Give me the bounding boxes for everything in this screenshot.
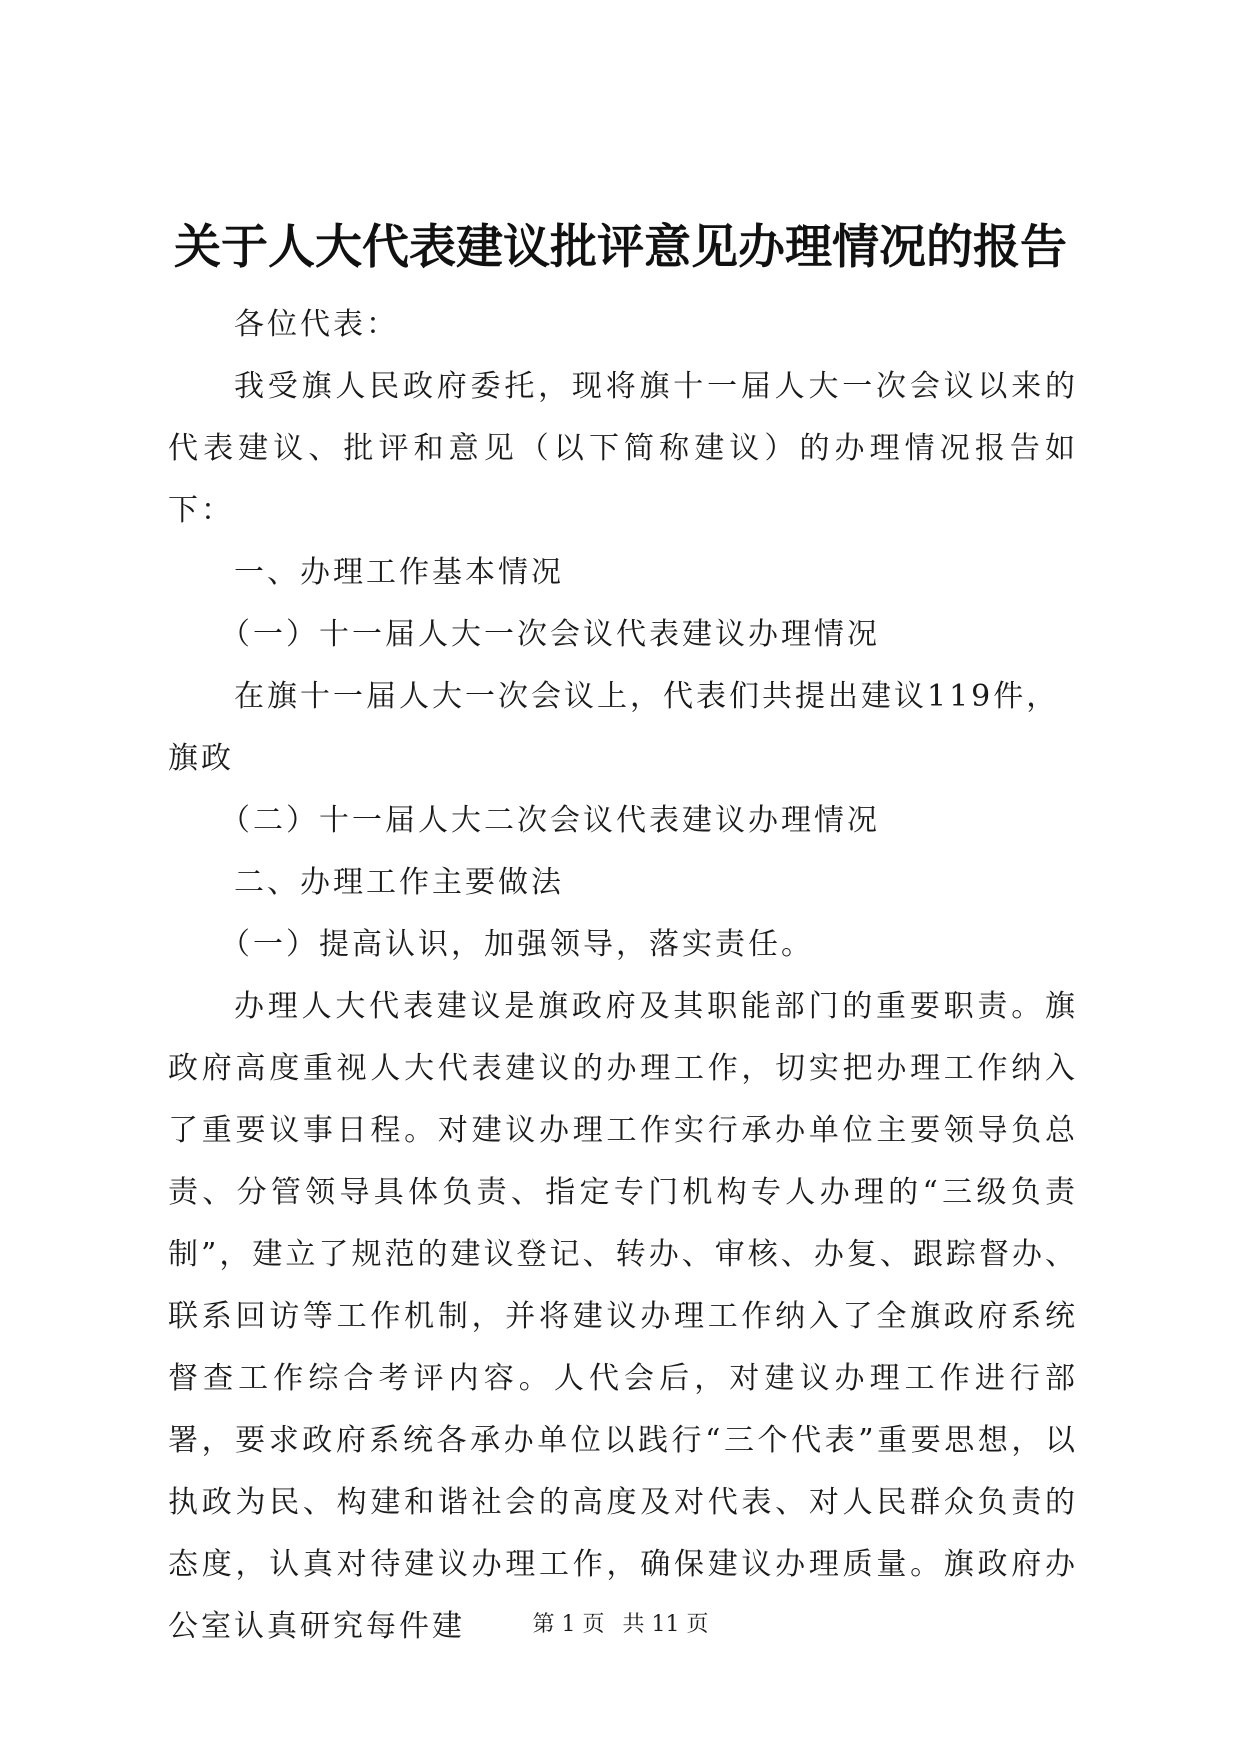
document-title: 关于人大代表建议批评意见办理情况的报告 bbox=[174, 220, 1067, 275]
document-body bbox=[168, 294, 1078, 1658]
section-heading-1: 一、办理工作基本情况 bbox=[234, 555, 564, 590]
subsection-heading-2-1: （一）提高认识，加强领导，落实责任。 bbox=[220, 927, 814, 962]
subsection-heading-1-2: （二）十一届人大二次会议代表建议办理情况 bbox=[220, 803, 880, 838]
page-total: 共 11 页 bbox=[622, 1612, 709, 1637]
salutation: 各位代表： bbox=[234, 307, 399, 342]
page-number: 第 1 页 bbox=[532, 1612, 605, 1637]
page-footer bbox=[0, 1610, 1241, 1640]
intro-paragraph: 我受旗人民政府委托，现将旗十一届人大一次会议以来的代表建议、批评和意见（以下简称建议）的办理情况报告如下： bbox=[168, 369, 1078, 528]
paragraph-proposals-count: 在旗十一届人大一次会议上，代表们共提出建议119件，旗政 bbox=[168, 679, 1060, 776]
subsection-heading-1-1: （一）十一届人大一次会议代表建议办理情况 bbox=[220, 617, 880, 652]
section-heading-2: 二、办理工作主要做法 bbox=[234, 865, 564, 900]
body-paragraph-main: 办理人大代表建议是旗政府及其职能部门的重要职责。旗政府高度重视人大代表建议的办理工作，切实把办理工作纳入了重要议事日程。对建议办理工作实行承办单位主要领导负总责、分管领导具体负责、指定专门机构专人办理的“三级负责制”，建立了规范的建议登记、转办、审核、办复、跟踪督办、联系回访等工作机制，并将建议办理工作纳入了全旗政府系统督查工作综合考评内容。人代会后，对建议办理工作进行部署，要求政府系统各承办单位以践行“三个代表”重要思想，以执政为民、构建和谐社会的高度及对代表、对人民群众负责的态度，认真对待建议办理工作，确保建议办理质量。旗政府办公室认真研究每件建 bbox=[168, 989, 1078, 1644]
